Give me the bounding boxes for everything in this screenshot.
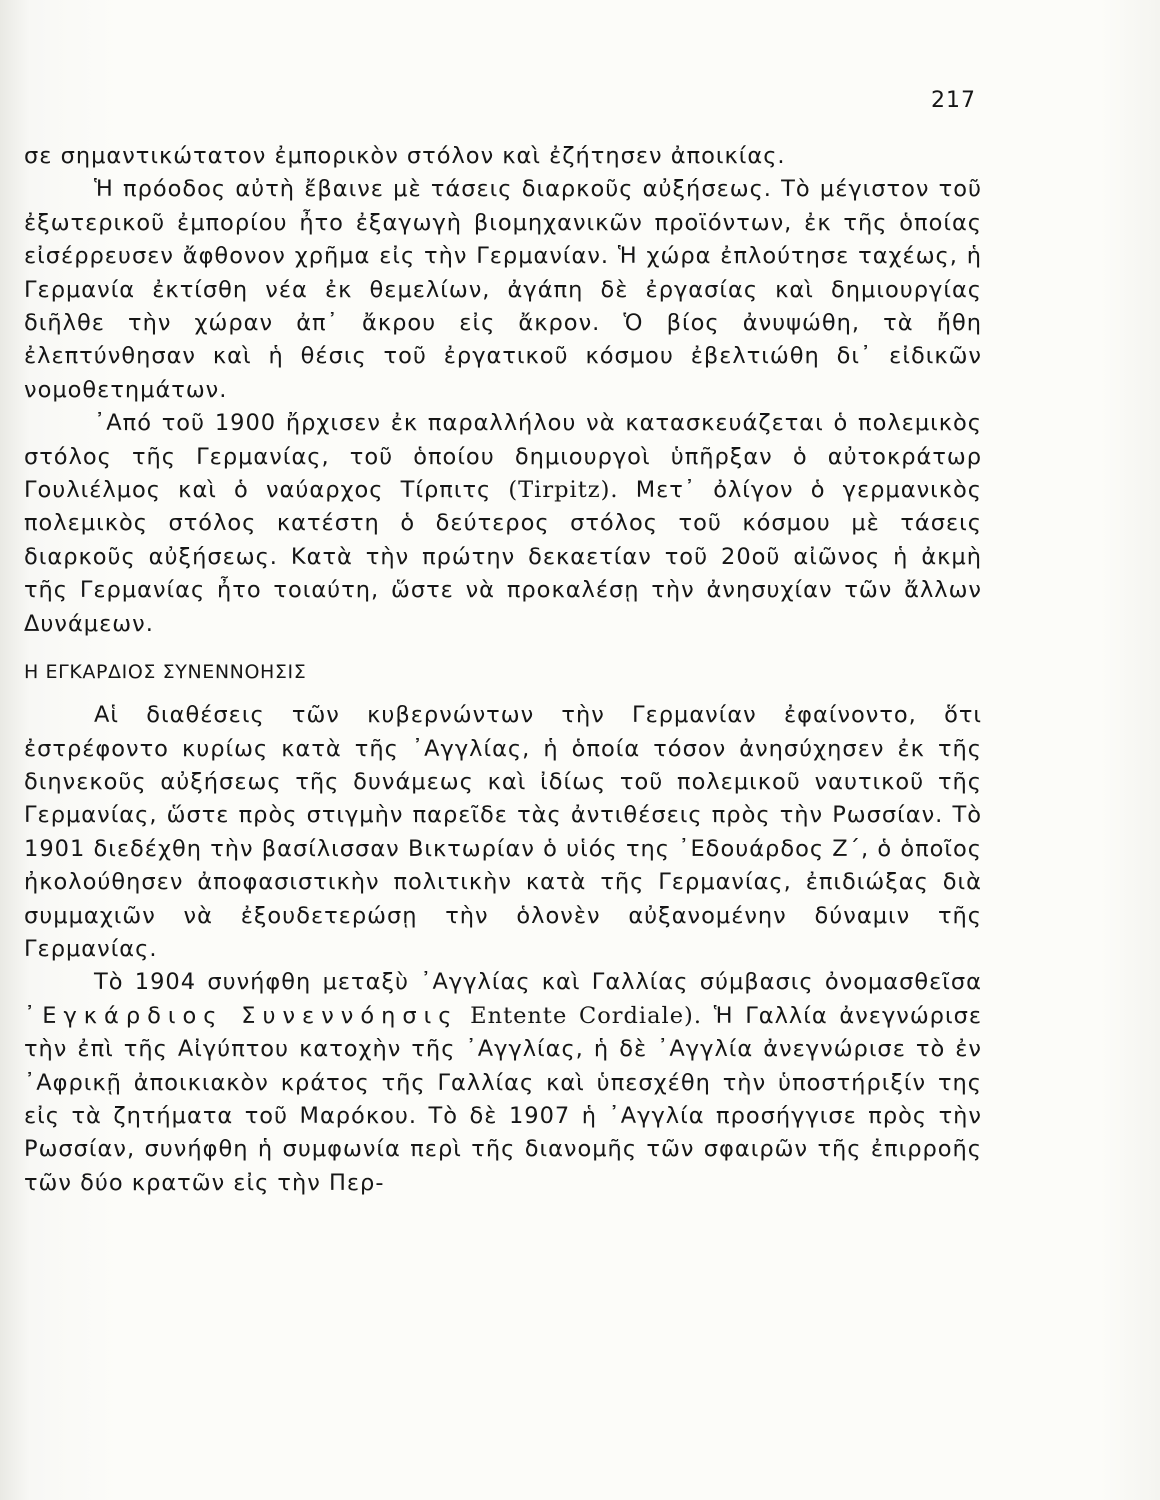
paragraph-entente: [24, 966, 982, 1200]
entente-latin-term: Entente Cordiale).: [458, 1002, 702, 1029]
paragraph-fleet-text-a: ᾽Από τοῦ 1900 ἤρχισεν ἐκ παραλλήλου νὰ κατασκευάζεται ὁ πολεμικὸς στόλος τῆς Γερμανίας, τοῦ ὁποίου δημιουργοὶ ὑπῆρξαν ὁ αὐτοκράτωρ Γουλιέλμος καὶ ὁ ναύαρχος Τίρπιτς: [24, 410, 982, 504]
latin-name-tirpitz: (Tirpitz).: [508, 477, 619, 504]
paragraph-intentions: Αἱ διαθέσεις τῶν κυβερνώντων τὴν Γερμανίαν ἐφαίνοντο, ὅτι ἐστρέφοντο κυρίως κατὰ τῆς ᾽Αγγλίας, ἡ ὁποία τόσον ἀνησύχησεν ἐκ τῆς διηνεκοῦς αὐξήσεως τῆς δυνάμεως καὶ ἰδίως τοῦ πολεμικοῦ ναυτικοῦ τῆς Γερμανίας, ὥστε πρὸς στιγμὴν παρεῖδε τὰς ἀντιθέσεις πρὸς τὴν Ρωσσίαν. Τὸ 1901 διεδέχθη τὴν βασίλισσαν Βικτωρίαν ὁ υἱός της ᾽Εδουάρδος Ζ΄, ὁ ὁποῖος ἠκολούθησεν ἀποφασιστικὴν πολιτικὴν κατὰ τῆς Γερμανίας, ἐπιδιώξας διὰ συμμαχιῶν νὰ ἐξουδετερώσῃ τὴν ὁλονὲν αὐξανομένην δύναμιν τῆς Γερμανίας.: [24, 702, 982, 962]
paragraph-entente-text-b: Ἡ Γαλλία ἀνεγνώρισε τὴν ἐπὶ τῆς Αἰγύπτου κατοχὴν τῆς ᾽Αγγλίας, ἡ δὲ ᾽Αγγλία ἀνεγνώρισε τὸ ἐν ᾽Αφρικῇ ἀποικιακὸν κράτος τῆς Γαλλίας καὶ ὑπεσχέθη τὴν ὑποστήριξίν της εἰς τὰ ζητήματα τοῦ Μαρόκου. Τὸ δὲ 1907 ἡ ᾽Αγγλία προσήγγισε πρὸς τὴν Ρωσσίαν, συνήφθη ἡ συμφωνία περὶ τῆς διανομῆς τῶν σφαιρῶν τῆς ἐπιρροῆς τῶν δύο κρατῶν εἰς τὴν Περ-: [24, 1002, 982, 1196]
paragraph-continuation: σε σημαντικώτατον ἐμπορικὸν στόλον καὶ ἐζήτησεν ἀποικίας.: [24, 143, 786, 169]
body-text: [24, 140, 982, 1200]
paragraph-prosperity: Ἡ πρόοδος αὐτὴ ἔβαινε μὲ τάσεις διαρκοῦς αὐξήσεως. Τὸ μέγιστον τοῦ ἐξωτερικοῦ ἐμπορίου ἦτο ἐξαγωγὴ βιομηχανικῶν προϊόντων, ἐκ τῆς ὁποίας εἰσέρρευσεν ἄφθονον χρῆμα εἰς τὴν Γερμανίαν. Ἡ χώρα ἐπλούτησε ταχέως, ἡ Γερμανία ἐκτίσθη νέα ἐκ θεμελίων, ἀγάπη δὲ ἐργασίας καὶ δημιουργίας διῆλθε τὴν χώραν ἀπ᾽ ἄκρου εἰς ἄκρον. Ὁ βίος ἀνυψώθη, τὰ ἤθη ἐλεπτύνθησαν καὶ ἡ θέσις τοῦ ἐργατικοῦ κόσμου ἐβελτιώθη δι᾽ εἰδικῶν νομοθετημάτων.: [24, 176, 982, 403]
paragraph-entente-text-a: Τὸ 1904 συνήφθη μεταξὺ ᾽Αγγλίας καὶ Γαλλίας σύμβασις ὀνομασθεῖσα: [94, 969, 982, 996]
page-number: 217: [931, 88, 976, 113]
entente-spaced-term: ᾽Εγκάρδιος Συνεννόησις: [24, 1002, 459, 1029]
paragraph-fleet-text-b: Μετ᾽ ὀλίγον ὁ γερμανικὸς πολεμικὸς στόλος κατέστη ὁ δεύτερος στόλος τοῦ κόσμου μὲ τάσεις διαρκοῦς αὐξήσεως. Κατὰ τὴν πρώτην δεκαετίαν τοῦ 20οῦ αἰῶνος ἡ ἀκμὴ τῆς Γερμανίας ἦτο τοιαύτη, ὥστε νὰ προκαλέσῃ τὴν ἀνησυχίαν τῶν ἄλλων Δυνάμεων.: [24, 477, 982, 637]
paragraph-fleet: [24, 407, 982, 641]
section-heading: Η ΕΓΚΑΡΔΙΟΣ ΣΥΝΕΝΝΟΗΣΙΣ: [24, 661, 307, 684]
